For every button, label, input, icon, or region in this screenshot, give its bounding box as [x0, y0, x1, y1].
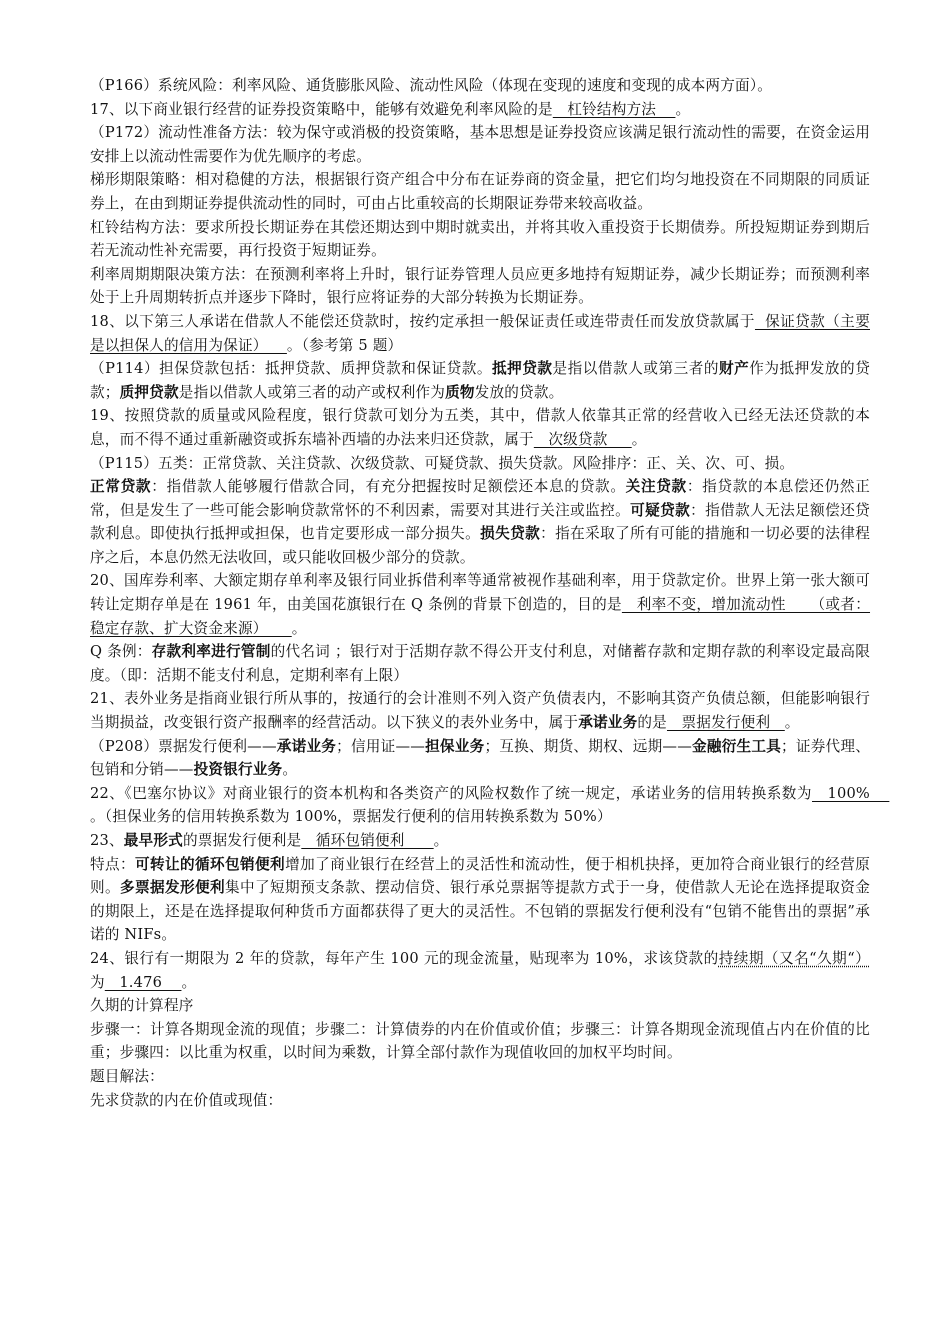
- paragraph-systematic-risk: [90, 74, 870, 98]
- paragraph-duration-steps: [90, 1018, 870, 1065]
- bold-term: 存款利率进行管制: [151, 643, 271, 661]
- text: 。: [433, 832, 449, 849]
- text: 题目解法：: [90, 1067, 164, 1085]
- question-19: [90, 404, 870, 451]
- text: （P114）担保贷款包括：抵押贷款、质押贷款和保证贷款。: [90, 360, 492, 378]
- answer-blank: 1.476: [104, 973, 182, 991]
- bold-term: 可疑贷款: [630, 501, 691, 519]
- bold-term: 金融衍生工具: [692, 737, 782, 755]
- text: 是指以借款人或第三者的: [552, 360, 719, 378]
- paragraph-barbell-strategy: [90, 216, 870, 263]
- answer-blank: 循环包销便利: [301, 832, 434, 849]
- text: 增加了商业银行在经营上的灵活性和流动性，便于相机抉择，更加符合商业银行的经营原则。: [90, 855, 870, 897]
- bold-term: 正常贷款: [90, 478, 152, 496]
- answer-blank: 保证贷款（主要是以担保人的信用为保证）: [90, 312, 870, 354]
- text: ：指在采取了所有可能的措施和一切必要的法律程序之后，本息仍然无法收回，或只能收回极少部分的贷款。: [90, 525, 870, 566]
- text: 先求贷款的内在价值或现值：: [90, 1091, 283, 1109]
- bold-term: 损失贷款: [480, 525, 541, 543]
- bold-term: 质押贷款: [119, 383, 179, 401]
- text: （P172）流动性准备方法：较为保守或消极的投资策略，基本思想是证券投资应该满足银行流动性的需要，在资金运用安排上以流动性需要作为优先顺序的考虑。: [90, 124, 870, 165]
- bold-term: 投资银行业务: [193, 761, 283, 779]
- text: 利率周期期限决策方法：在预测利率将上升时，银行证券管理人员应更多地持有短期证券，减少长期证券；而预测利率处于上升周期转折点并逐步下降时，银行应将证券的大部分转换为长期证券。: [90, 265, 870, 307]
- bold-term: 多票据发形便利: [120, 879, 226, 897]
- text: 集中了短期预支条款、摆动信贷、银行承兑票据等提款方式于一身，使借款人无论在选择提取资金的期限上，还是在选择提取何种货币方面都获得了更大的灵活性。不包销的票据发行便利没有“包销不能售出的票据”承诺的 NIFs。: [90, 879, 870, 944]
- answer-blank: 100%: [812, 784, 890, 802]
- text: 杠铃结构方法：要求所投长期证券在其偿还期达到中期时就卖出，并将其收入重投资于长期债券。所投短期证券到期后若无流动性补充需要，再行投资于短期证券。: [90, 218, 870, 260]
- bold-term: 担保业务: [425, 737, 485, 755]
- answer-blank: 次级贷款: [533, 430, 632, 448]
- paragraph-rate-cycle: [90, 263, 870, 310]
- document-page: [90, 74, 890, 1112]
- paragraph-loan-definitions: [90, 475, 870, 569]
- text: 作为抵押发放的贷款；: [90, 360, 870, 401]
- bold-term: 质物: [445, 383, 475, 401]
- text: 。（参考第 5 题）: [286, 336, 403, 354]
- text: ：指贷款的本息偿还仍然正常，但是发生了一些可能会影响贷款常怀的不利因素，需要对其进行关注或监控。: [90, 478, 870, 519]
- dotted-term: 持续期（又名“久期“）: [718, 949, 870, 967]
- text: 梯形期限策略：相对稳健的方法，根据银行资产组合中分布在证券商的资金量，把它们均匀地投资在不同期限的同质证券上，在由到期证券提供流动性的同时，可由占比重较高的长期限证券带来较高收益。: [90, 171, 870, 212]
- question-23: [90, 829, 870, 853]
- text: 。: [291, 619, 307, 637]
- text: 20、国库券利率、大额定期存单利率及银行同业拆借利率等通常被视作基础利率，用于贷款定价。世界上第一张大额可转让定期存单是在 1961 年，由美国花旗银行在 Q 条例的背景下创造的，目的是: [90, 572, 870, 614]
- text: 24、银行有一期限为 2 年的贷款，每年产生 100 元的现金流量，贴现率为 10%，求该贷款的: [90, 949, 719, 967]
- answer-blank: 票据发行便利: [666, 714, 785, 732]
- text: 久期的计算程序: [90, 997, 194, 1015]
- paragraph-features: [90, 853, 870, 947]
- bold-term: 承诺业务: [276, 737, 337, 755]
- text: ：指借款人能够履行借款合同，有充分把握按时足额偿还本息的贷款。: [151, 478, 626, 496]
- text: 为: [90, 973, 105, 991]
- text: Q 条例：: [90, 643, 152, 661]
- bold-term: 财产: [719, 360, 750, 378]
- text: 23、: [90, 832, 124, 849]
- text: 19、按照贷款的质量或风险程度，银行贷款可划分为五类，其中，借款人依靠其正常的经营收入已经无法还贷款的本息，而不得不通过重新融资或拆东墙补西墙的办法来归还贷款，属于: [90, 407, 870, 448]
- text: 发放的贷款。: [474, 383, 564, 401]
- text: 的代名词 ；银行对于活期存款不得公开支付利息，对储蓄存款和定期存款的利率设定最高限度。（即：活期不能支付利息，定期利率有上限）: [90, 643, 870, 684]
- text: 。（担保业务的信用转换系数为 100%，票据发行便利的信用转换系数为 50%）: [90, 808, 612, 826]
- text: 。: [784, 714, 800, 732]
- text: 的是: [637, 714, 667, 732]
- bold-term: 关注贷款: [625, 478, 687, 496]
- paragraph-solution-start: [90, 1089, 870, 1113]
- paragraph-five-categories: [90, 452, 870, 476]
- paragraph-regulation-q: [90, 640, 870, 687]
- bold-term: 最早形式: [123, 832, 183, 849]
- bold-term: 承诺业务: [578, 714, 638, 732]
- heading-duration-procedure: [90, 994, 870, 1018]
- text: 的票据发行便利是: [182, 832, 302, 849]
- text: 。: [181, 973, 197, 991]
- text: （P208）票据发行便利——: [90, 737, 277, 755]
- answer-blank: 杠铃结构方法: [552, 100, 676, 118]
- question-17: [90, 98, 870, 122]
- text: 22、《巴塞尔协议》对商业银行的资本机构和各类资产的风险权数作了统一规定，承诺业务的信用转换系数为: [90, 784, 813, 802]
- question-21: [90, 687, 870, 734]
- text: （P115）五类：正常贷款、关注贷款、次级贷款、可疑贷款、损失贷款。风险排序：正、关、次、可、损。: [90, 454, 795, 472]
- question-22: [90, 782, 890, 829]
- text: ；信用证——: [336, 737, 426, 755]
- text: 17、以下商业银行经营的证券投资策略中，能够有效避免利率风险的是: [90, 100, 553, 118]
- answer-blank: 利率不变，增加流动性 （或者：稳定存款、扩大资金来源）: [90, 596, 871, 637]
- bold-term: 可转让的循环包销便利: [135, 855, 286, 873]
- heading-solution: [90, 1065, 870, 1089]
- question-24: [90, 947, 870, 994]
- text: ：指借款人无法足额偿还贷款利息。即使执行抵押或担保，也肯定要形成一部分损失。: [90, 501, 870, 543]
- question-18: [90, 310, 870, 357]
- paragraph-liquidity-reserve: [90, 121, 870, 168]
- text: ；互换、期货、期权、远期——: [484, 737, 693, 755]
- text: 。: [631, 430, 647, 448]
- paragraph-secured-loans: [90, 357, 870, 404]
- text: 特点：: [90, 855, 136, 873]
- text: 18、以下第三人承诺在借款人不能偿还贷款时，按约定承担一般保证责任或连带责任而发放贷款属于: [90, 312, 755, 330]
- text: 21、表外业务是指商业银行所从事的，按通行的会计准则不列入资产负债表内，不影响其资产负债总额，但能影响银行当期损益，改变银行资产报酬率的经营活动。以下狭义的表外业务中，属于: [90, 690, 870, 732]
- text: （P166）系统风险：利率风险、通货膨胀风险、流动性风险（体现在变现的速度和变现的成本两方面）。: [90, 77, 773, 94]
- text: 。: [282, 761, 298, 779]
- text: 是指以借款人或第三者的动产或权利作为: [178, 383, 446, 401]
- text: 步骤一：计算各期现金流的现值；步骤二：计算债券的内在价值或价值；步骤三：计算各期现金流现值占内在价值的比重；步骤四：以比重为权重，以时间为乘数，计算全部付款作为现值收回的加权平均时间。: [90, 1020, 870, 1062]
- question-20: [90, 569, 870, 640]
- text: ；证券代理、包销和分销——: [90, 737, 870, 779]
- paragraph-ladder-strategy: [90, 168, 870, 215]
- paragraph-off-balance: [90, 735, 870, 782]
- bold-term: 抵押贷款: [492, 360, 553, 378]
- text: 。: [675, 100, 691, 118]
